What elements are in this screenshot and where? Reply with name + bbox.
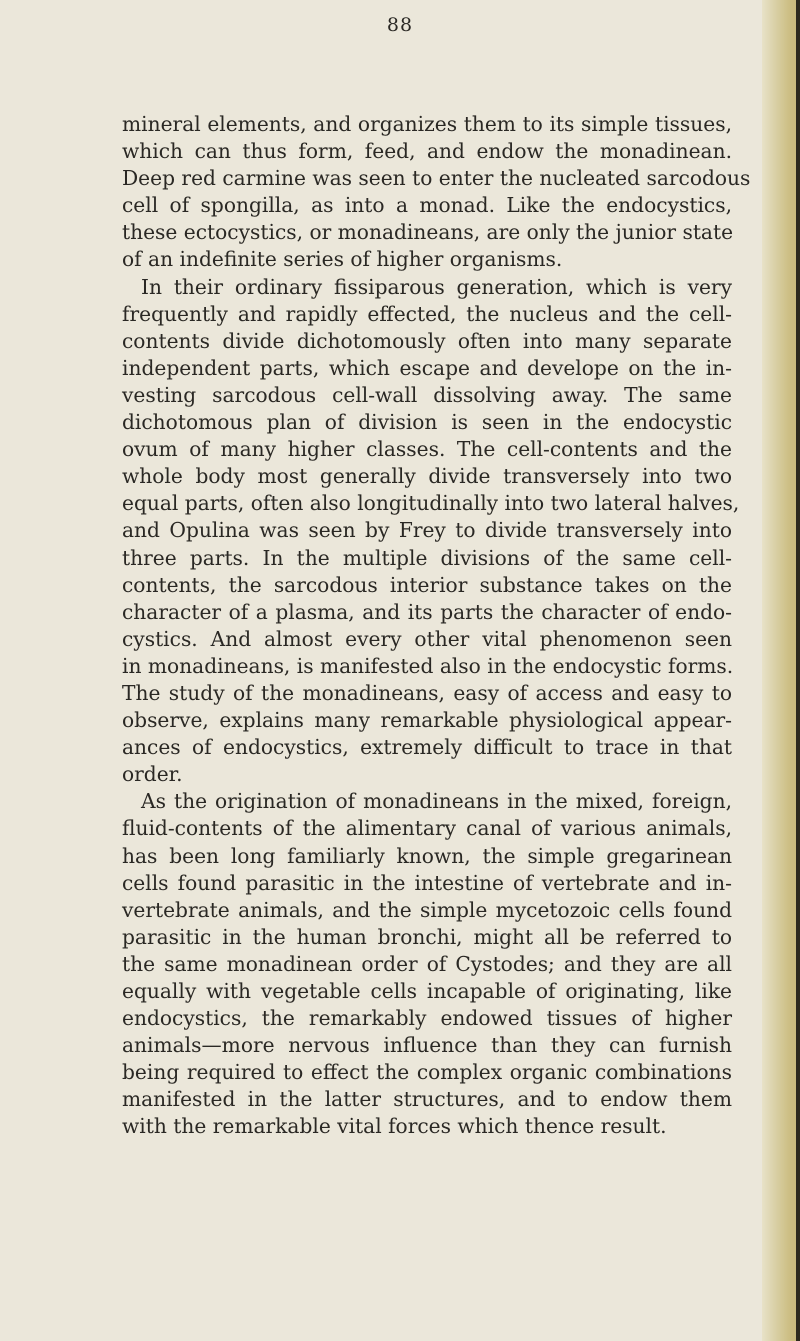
text-line: contents divide dichotomously often into many separate	[122, 328, 732, 353]
text-line: ances of endocystics, extremely difficult to trace in that	[122, 735, 732, 760]
text-line: cystics. And almost every other vital phenomenon seen	[122, 626, 732, 651]
text-line: which can thus form, feed, and endow the monadinean.	[122, 139, 732, 164]
text-line: and Opulina was seen by Frey to divide transversely into	[122, 518, 732, 543]
text-line: order.	[122, 762, 183, 787]
page-number: 88	[386, 14, 414, 36]
text-line: Deep red carmine was seen to enter the nucleated sarcodous	[122, 166, 751, 191]
text-line: has been long familiarly known, the simple gregarinean	[122, 843, 732, 868]
page-gutter-edge	[762, 0, 800, 1341]
text-line: of an indefinite series of higher organisms.	[122, 247, 563, 272]
text-line: equal parts, often also longitudinally into two lateral halves,	[122, 491, 740, 516]
text-line: The study of the monadineans, easy of access and easy to	[122, 680, 732, 705]
text-line: animals—more nervous influence than they can furnish	[122, 1033, 732, 1058]
text-line: ovum of many higher classes. The cell-contents and the	[122, 437, 732, 462]
text-line: observe, explains many remarkable physiological appear-	[122, 708, 732, 733]
text-line: whole body most generally divide transversely into two	[122, 464, 732, 489]
text-line: In their ordinary fissiparous generation, which is very	[141, 274, 732, 299]
text-line: frequently and rapidly effected, the nucleus and the cell-	[122, 301, 732, 326]
binding-shadow	[796, 0, 800, 1341]
text-line: fluid-contents of the alimentary canal of various animals,	[122, 816, 732, 841]
text-line: cells found parasitic in the intestine of vertebrate and in-	[122, 870, 732, 895]
text-line: As the origination of monadineans in the mixed, foreign,	[141, 789, 732, 814]
text-line: endocystics, the remarkably endowed tissues of higher	[122, 1006, 732, 1031]
text-line: dichotomous plan of division is seen in the endocystic	[122, 410, 732, 435]
text-line: with the remarkable vital forces which thence result.	[122, 1114, 667, 1139]
text-line: parasitic in the human bronchi, might all be referred to	[122, 924, 732, 949]
text-line: being required to effect the complex organic combinations	[122, 1060, 732, 1085]
text-line: manifested in the latter structures, and to endow them	[122, 1087, 732, 1112]
text-line: in monadineans, is manifested also in the endocystic forms.	[122, 653, 734, 678]
text-line: vesting sarcodous cell-wall dissolving away. The same	[122, 382, 732, 407]
text-line: vertebrate animals, and the simple mycetozoic cells found	[122, 897, 732, 922]
text-line: mineral elements, and organizes them to its simple tissues,	[122, 112, 732, 136]
text-line: character of a plasma, and its parts the character of endo-	[122, 599, 732, 624]
text-line: independent parts, which escape and develope on the in-	[122, 355, 732, 380]
text-line: contents, the sarcodous interior substance takes on the	[122, 572, 732, 597]
body-text	[122, 111, 751, 1141]
text-line: these ectocystics, or monadineans, are only the junior state	[122, 220, 734, 245]
text-line: cell of spongilla, as into a monad. Like the endocystics,	[122, 193, 732, 218]
text-line: the same monadinean order of Cystodes; and they are all	[122, 951, 732, 976]
text-line: three parts. In the multiple divisions of the same cell-	[122, 545, 732, 570]
text-line: equally with vegetable cells incapable of originating, like	[122, 979, 732, 1003]
